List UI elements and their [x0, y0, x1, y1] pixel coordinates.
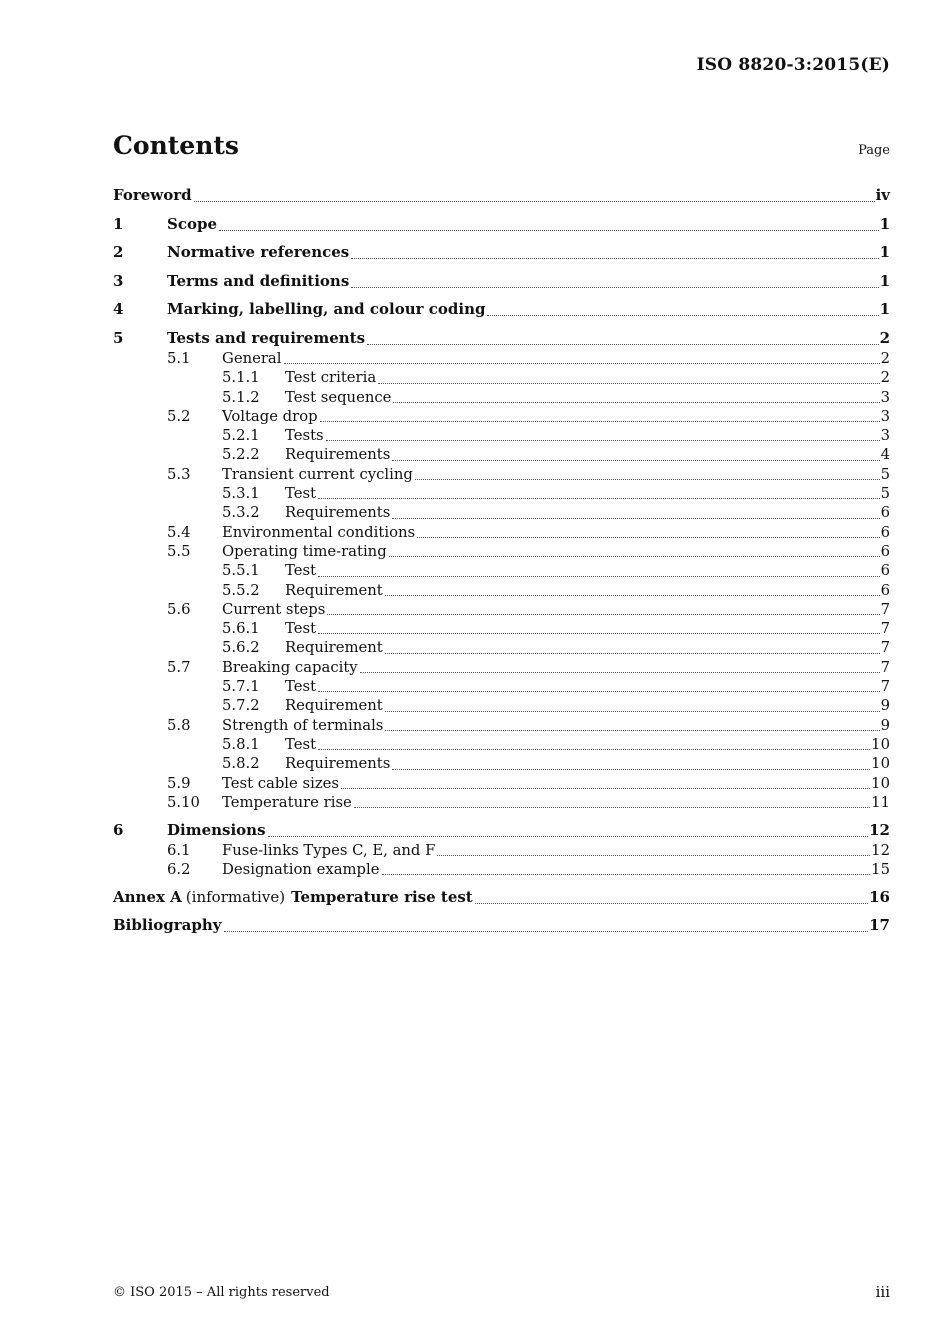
dot-leader [318, 748, 870, 750]
toc-entry-number: 5.9 [167, 774, 191, 792]
dot-leader [354, 806, 870, 808]
toc-entry-page: 10 [871, 735, 890, 753]
toc-entry-title: Foreword [113, 186, 192, 204]
toc-entry-number: 2 [113, 243, 124, 262]
toc-entry-title: Test [285, 485, 317, 503]
toc-entry-number: 5.6.1 [222, 620, 260, 638]
toc-entry-page: 11 [871, 793, 890, 811]
toc-entry-page: 12 [871, 841, 890, 859]
dot-leader [389, 555, 880, 557]
annex-label: Annex A [113, 887, 182, 906]
toc-entry[interactable] [113, 860, 890, 879]
toc-entry[interactable] [113, 887, 890, 908]
dot-leader [392, 459, 879, 461]
document-id: ISO 8820-3:2015(E) [696, 55, 890, 75]
toc-entry[interactable] [113, 271, 890, 292]
toc-entry-page: 4 [880, 446, 890, 464]
toc-entry-number: 5.6.2 [222, 639, 260, 657]
toc-entry-number: 6.1 [167, 841, 191, 859]
toc-entry-page: 5 [880, 485, 890, 503]
toc-entry-title: Environmental conditions [222, 523, 416, 541]
toc-entry-page: 6 [880, 562, 890, 580]
toc-entry[interactable] [113, 299, 890, 320]
toc-entry-page: 2 [880, 349, 890, 367]
toc-entry[interactable] [113, 696, 890, 715]
dot-leader [351, 257, 878, 259]
toc-entry-number: 5.3.1 [222, 485, 260, 503]
toc-entry-number: 5.2 [167, 407, 191, 425]
toc-entry-title: Operating time-rating [222, 542, 387, 560]
toc-entry-number: 5.10 [167, 793, 200, 811]
dot-leader [392, 517, 879, 519]
dot-leader [327, 613, 879, 615]
toc-entry-number: 4 [113, 300, 124, 319]
toc-entry-title: Test [285, 562, 317, 580]
dot-leader [385, 729, 879, 731]
toc-entry-page: 5 [880, 465, 890, 483]
toc-entry[interactable] [113, 426, 890, 445]
toc-entry-number: 5.1.1 [222, 369, 260, 387]
dot-leader [487, 314, 878, 316]
page-number: iii [875, 1283, 890, 1301]
copyright-notice: © ISO 2015 – All rights reserved [113, 1285, 330, 1300]
toc-entry-number: 5.7.2 [222, 697, 260, 715]
toc-entry-page: 7 [880, 620, 890, 638]
dot-leader [417, 536, 879, 538]
toc-entry[interactable] [113, 328, 890, 349]
dot-leader [320, 420, 880, 422]
toc-entry-number: 5.5 [167, 542, 191, 560]
toc-entry-title: Marking, labelling, and colour coding [167, 300, 486, 319]
toc-entry-page: 3 [880, 407, 890, 425]
toc-entry-page: 1 [879, 243, 890, 262]
dot-leader [351, 286, 878, 288]
dot-leader [224, 930, 869, 932]
toc-entry-page: 3 [880, 427, 890, 445]
dot-leader [415, 478, 880, 480]
toc-entry-title: Test sequence [285, 388, 392, 406]
dot-leader [194, 200, 875, 202]
toc-entry-title: Scope [167, 214, 218, 233]
toc-entry-title: Strength of terminals [222, 716, 384, 734]
dot-leader [284, 362, 880, 364]
toc-entry-page: 16 [869, 887, 890, 906]
dot-leader [385, 710, 880, 712]
toc-entry-title: Current steps [222, 600, 326, 618]
toc-entry-page: 1 [879, 300, 890, 319]
toc-entry-title: Requirement [285, 581, 383, 599]
toc-entry-number: 5.3 [167, 465, 191, 483]
toc-entry[interactable] [113, 542, 890, 561]
toc-entry-page: 17 [869, 916, 890, 935]
toc-entry-title: Requirements [285, 504, 391, 522]
toc-entry-number: 5.2.2 [222, 446, 260, 464]
toc-entry[interactable] [113, 388, 890, 407]
toc-entry-page: 7 [880, 600, 890, 618]
toc-entry[interactable] [113, 185, 890, 206]
toc-entry[interactable] [113, 754, 890, 773]
toc-entry[interactable] [113, 638, 890, 657]
toc-entry-page: 6 [880, 504, 890, 522]
toc-entry[interactable] [113, 368, 890, 387]
toc-entry-title: Test [285, 678, 317, 696]
dot-leader [360, 671, 880, 673]
toc-entry-title: Requirements [285, 755, 391, 773]
toc-entry[interactable] [113, 658, 890, 677]
toc-entry-title: Breaking capacity [222, 658, 358, 676]
toc-entry-page: 7 [880, 678, 890, 696]
toc-entry-title: Requirements [285, 446, 391, 464]
toc-entry-page: 6 [880, 581, 890, 599]
dot-leader [378, 382, 879, 384]
toc-entry-number: 5.8.1 [222, 735, 260, 753]
toc-entry-number: 3 [113, 271, 124, 290]
toc-entry-number: 5.4 [167, 523, 191, 541]
toc-entry[interactable] [113, 561, 890, 580]
toc-entry-number: 5.6 [167, 600, 191, 618]
toc-entry[interactable] [113, 214, 890, 235]
toc-entry-title: Normative references [167, 243, 350, 262]
toc-entry-number: 5.2.1 [222, 427, 260, 445]
toc-entry-title: Requirement [285, 639, 383, 657]
toc-entry-number: 5.7 [167, 658, 191, 676]
dot-leader [219, 229, 879, 231]
toc-entry-title: Test cable sizes [222, 774, 339, 792]
dot-leader [392, 768, 870, 770]
toc-entry-title [113, 887, 473, 908]
dot-leader [318, 632, 880, 634]
toc-entry[interactable] [113, 484, 890, 503]
toc-entry[interactable] [113, 600, 890, 619]
toc-entry-title: Fuse-links Types C, E, and F [222, 841, 436, 859]
toc-entry[interactable] [113, 677, 890, 696]
toc-entry[interactable] [113, 716, 890, 735]
page-column-label: Page [858, 143, 890, 158]
toc-entry-page: 9 [880, 716, 890, 734]
toc-entry-number: 5.7.1 [222, 678, 260, 696]
dot-leader [318, 497, 880, 499]
toc-entry-number: 5.1.2 [222, 388, 260, 406]
toc-entry-title: Tests [285, 427, 324, 445]
dot-leader [393, 401, 879, 403]
toc-entry-number: 6 [113, 820, 124, 839]
dot-leader [341, 787, 870, 789]
toc-entry-title: Temperature rise [222, 793, 352, 811]
dot-leader [318, 690, 880, 692]
toc-entry-page: 12 [869, 820, 890, 839]
toc-entry-page: 7 [880, 658, 890, 676]
toc-entry-page: 2 [880, 369, 890, 387]
toc-entry-title: Test [285, 735, 317, 753]
dot-leader [475, 902, 868, 904]
page-title: Contents [113, 131, 240, 160]
toc-entry-page: 6 [880, 523, 890, 541]
toc-entry[interactable] [113, 503, 890, 522]
toc-entry[interactable] [113, 445, 890, 464]
toc-entry-page: 1 [879, 214, 890, 233]
toc-entry-title: Requirement [285, 697, 383, 715]
toc-entry[interactable] [113, 581, 890, 600]
toc-entry[interactable] [113, 349, 890, 368]
toc-entry-number: 5.3.2 [222, 504, 260, 522]
toc-entry-title: Tests and requirements [167, 328, 366, 347]
toc-entry-title: General [222, 349, 282, 367]
toc-entry-title: Bibliography [113, 916, 222, 935]
toc-entry[interactable] [113, 820, 890, 841]
toc-entry-number: 6.2 [167, 860, 191, 878]
toc-entry-title: Voltage drop [222, 407, 318, 425]
toc-entry[interactable] [113, 735, 890, 754]
toc-entry-title: Designation example [222, 860, 380, 878]
annex-qualifier: (informative) [185, 887, 286, 906]
toc-entry[interactable] [113, 915, 890, 936]
toc-entry-title: Dimensions [167, 820, 266, 839]
dot-leader [326, 439, 880, 441]
toc-entry[interactable] [113, 619, 890, 638]
toc-entry-title: Test [285, 620, 317, 638]
toc-entry-page: 10 [871, 755, 890, 773]
toc-entry-number: 5.5.2 [222, 581, 260, 599]
dot-leader [382, 873, 871, 875]
toc-entry-number: 5.8 [167, 716, 191, 734]
toc-entry-number: 5 [113, 328, 124, 347]
toc-entry[interactable] [113, 523, 890, 542]
toc-entry-number: 5.5.1 [222, 562, 260, 580]
toc-entry-title: Test criteria [285, 369, 377, 387]
toc-entry-page: 7 [880, 639, 890, 657]
dot-leader [268, 835, 869, 837]
toc-entry[interactable] [113, 465, 890, 484]
dot-leader [367, 343, 879, 345]
toc-entry-title: Terms and definitions [167, 271, 350, 290]
toc-entry-page: 2 [879, 328, 890, 347]
toc-entry-number: 5.8.2 [222, 755, 260, 773]
toc-entry-page: 1 [879, 271, 890, 290]
toc-entry-page: 3 [880, 388, 890, 406]
toc-entry-page: 15 [871, 860, 890, 878]
annex-title: Temperature rise test [291, 887, 473, 906]
toc-entry-page: 9 [880, 697, 890, 715]
toc-entry-title: Transient current cycling [222, 465, 413, 483]
toc-entry-number: 1 [113, 214, 124, 233]
toc-entry-page: 6 [880, 542, 890, 560]
toc-entry[interactable] [113, 242, 890, 263]
toc-entry[interactable] [113, 841, 890, 860]
toc-entry[interactable] [113, 407, 890, 426]
dot-leader [318, 575, 880, 577]
toc-entry[interactable] [113, 793, 890, 812]
table-of-contents [113, 185, 890, 936]
toc-entry-page: 10 [871, 774, 890, 792]
toc-entry[interactable] [113, 774, 890, 793]
dot-leader [385, 594, 880, 596]
dot-leader [385, 652, 880, 654]
dot-leader [437, 854, 870, 856]
toc-entry-number: 5.1 [167, 349, 191, 367]
toc-entry-page: iv [875, 186, 890, 204]
